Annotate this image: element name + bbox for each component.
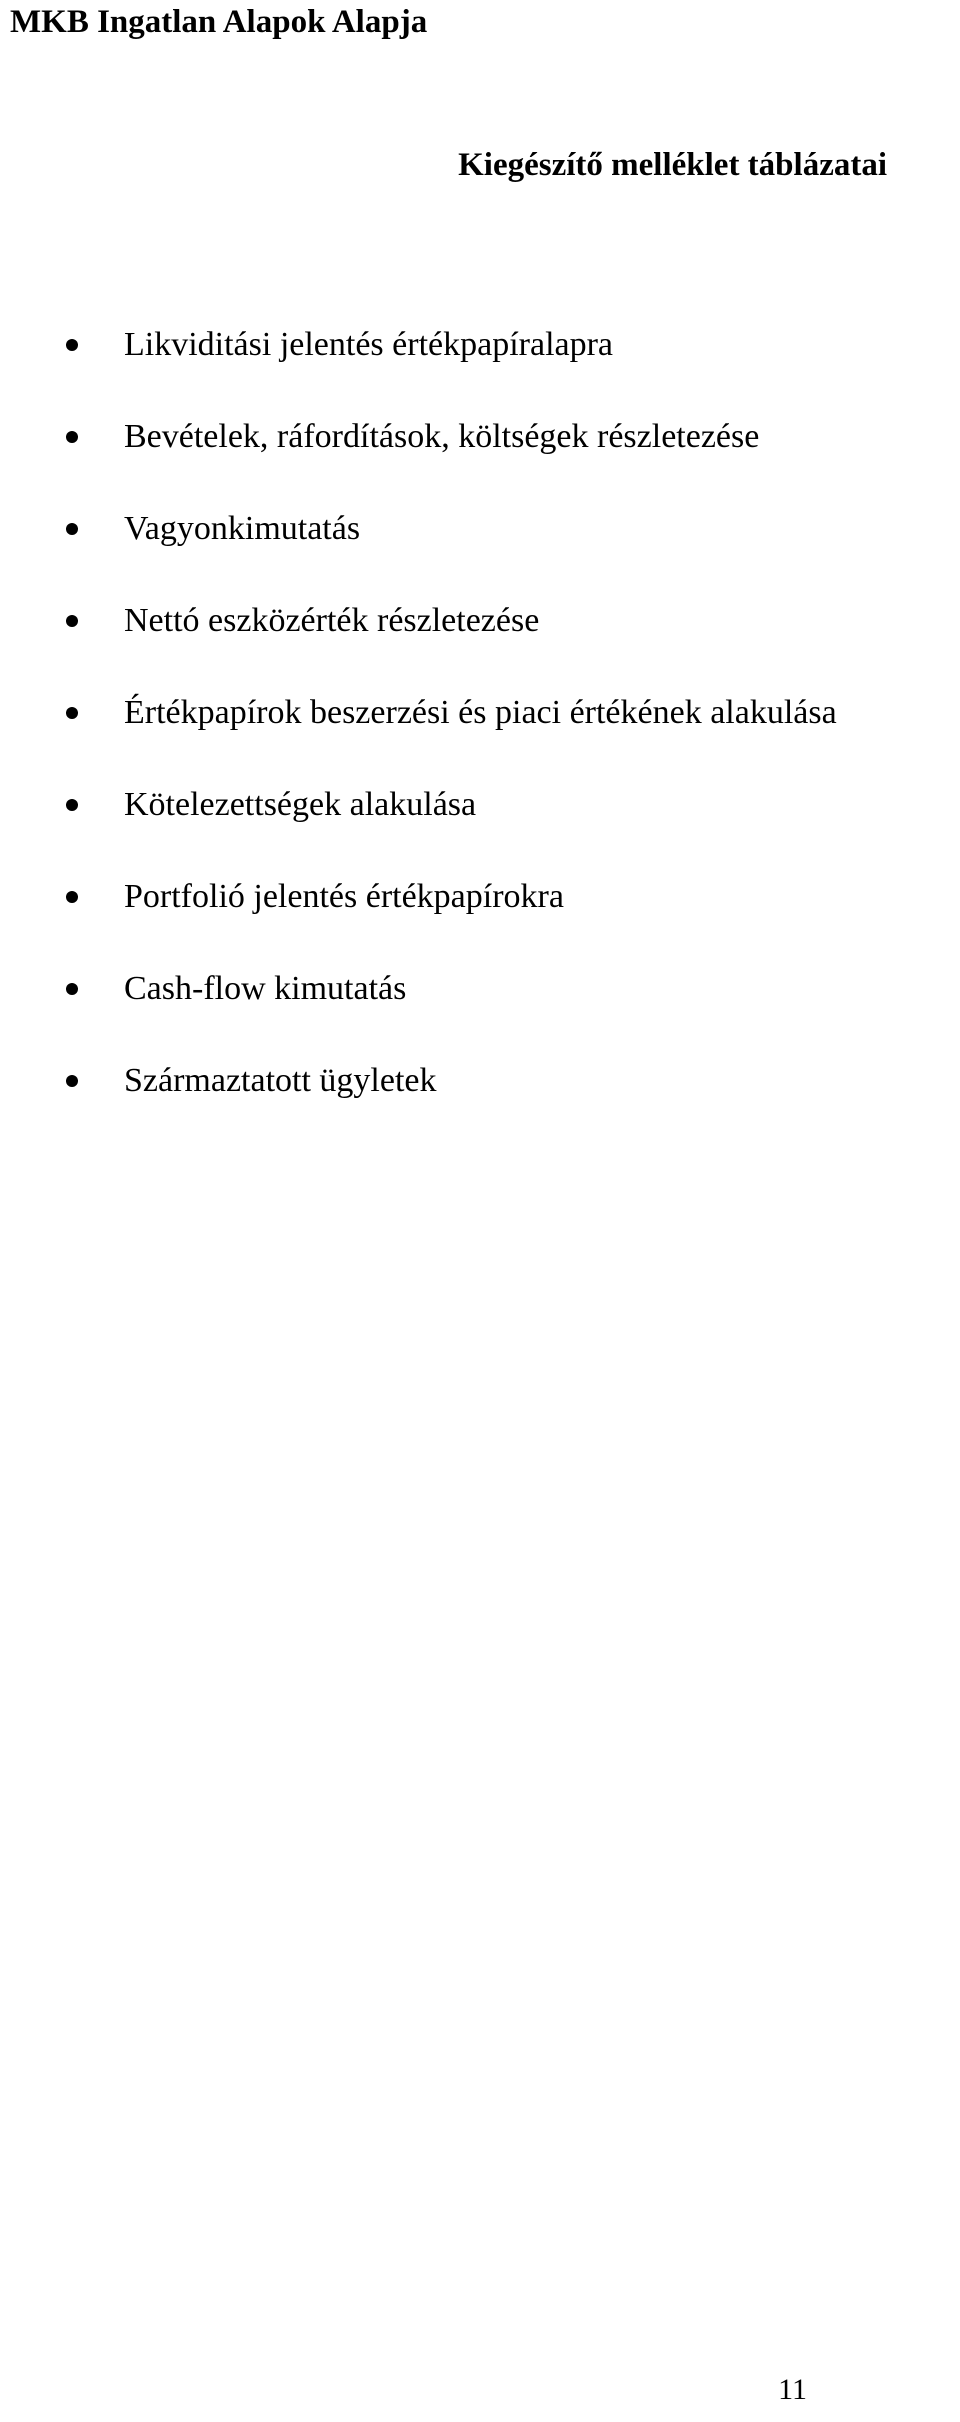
- list-item-label: Vagyonkimutatás: [124, 510, 361, 547]
- list-item: [0, 1061, 960, 1153]
- list-item-label: Portfolió jelentés értékpapírokra: [124, 878, 564, 915]
- list-item: [0, 601, 960, 693]
- bullet-icon: [66, 615, 78, 627]
- bullet-icon: [66, 523, 78, 535]
- section-title: Kiegészítő melléklet táblázatai: [458, 147, 887, 183]
- table-list: [0, 325, 960, 1153]
- bullet-icon: [66, 339, 78, 351]
- list-item: [0, 969, 960, 1061]
- list-item: [0, 785, 960, 877]
- bullet-icon: [66, 799, 78, 811]
- bullet-icon: [66, 1075, 78, 1087]
- list-item-label: Likviditási jelentés értékpapíralapra: [124, 326, 614, 363]
- bullet-icon: [66, 891, 78, 903]
- list-item-label: Cash-flow kimutatás: [124, 970, 407, 1007]
- list-item-label: Kötelezettségek alakulása: [124, 786, 477, 823]
- list-item: [0, 693, 960, 785]
- bullet-icon: [66, 707, 78, 719]
- page-number: 11: [778, 2373, 807, 2406]
- list-item: [0, 417, 960, 509]
- document-header: MKB Ingatlan Alapok Alapja: [10, 4, 428, 40]
- list-item: [0, 325, 960, 417]
- list-item: [0, 509, 960, 601]
- list-item-label: Bevételek, ráfordítások, költségek részletezése: [124, 418, 760, 455]
- list-item-label: Nettó eszközérték részletezése: [124, 602, 540, 639]
- list-item-label: Értékpapírok beszerzési és piaci értékének alakulása: [124, 694, 837, 731]
- list-item: [0, 877, 960, 969]
- bullet-icon: [66, 431, 78, 443]
- list-item-label: Származtatott ügyletek: [124, 1062, 437, 1099]
- bullet-icon: [66, 983, 78, 995]
